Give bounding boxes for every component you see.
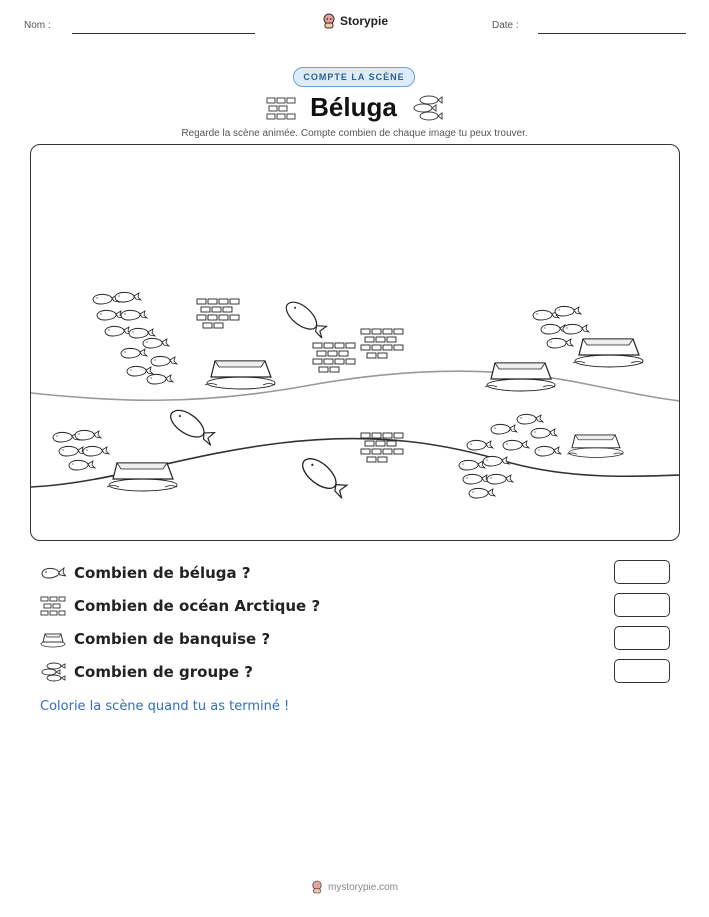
question-row bbox=[40, 626, 670, 652]
answer-box[interactable] bbox=[614, 560, 670, 584]
instructions: Regarde la scène animée. Compte combien de chaque image tu peux trouver. bbox=[181, 128, 528, 139]
scene-illustration bbox=[30, 144, 680, 541]
question-text: Combien de groupe ? bbox=[74, 663, 253, 681]
ice-floe-icon bbox=[40, 629, 66, 649]
question-row bbox=[40, 659, 670, 685]
answer-box[interactable] bbox=[614, 626, 670, 650]
arctic-ocean-icon bbox=[40, 596, 66, 616]
title-row bbox=[0, 92, 709, 123]
beluga-icon bbox=[40, 563, 66, 583]
date-line[interactable] bbox=[538, 33, 686, 34]
question-text: Combien de banquise ? bbox=[74, 630, 271, 648]
footer-url[interactable]: mystorypie.com bbox=[327, 881, 398, 893]
storypie-mascot-icon bbox=[311, 880, 323, 894]
storypie-mascot-icon bbox=[322, 13, 336, 29]
name-label: Nom : bbox=[24, 20, 51, 31]
pod-icon bbox=[411, 94, 443, 122]
arctic-ocean-icon bbox=[266, 96, 296, 120]
arctic-scene bbox=[31, 145, 680, 541]
brand-name: Storypie bbox=[340, 14, 389, 28]
pod-icon bbox=[40, 662, 66, 682]
question-text: Combien de océan Arctique ? bbox=[74, 597, 321, 615]
name-line[interactable] bbox=[72, 33, 255, 34]
date-label: Date : bbox=[492, 20, 519, 31]
question-row bbox=[40, 593, 670, 619]
answer-box[interactable] bbox=[614, 659, 670, 683]
answer-box[interactable] bbox=[614, 593, 670, 617]
question-text: Combien de béluga ? bbox=[74, 564, 251, 582]
page-title: Béluga bbox=[310, 92, 397, 122]
coloring-hint: Colorie la scène quand tu as terminé ! bbox=[40, 699, 290, 714]
category-badge: COMPTE LA SCÈNE bbox=[293, 67, 415, 87]
brand-logo bbox=[322, 13, 388, 29]
footer bbox=[0, 880, 709, 894]
question-row bbox=[40, 560, 670, 586]
